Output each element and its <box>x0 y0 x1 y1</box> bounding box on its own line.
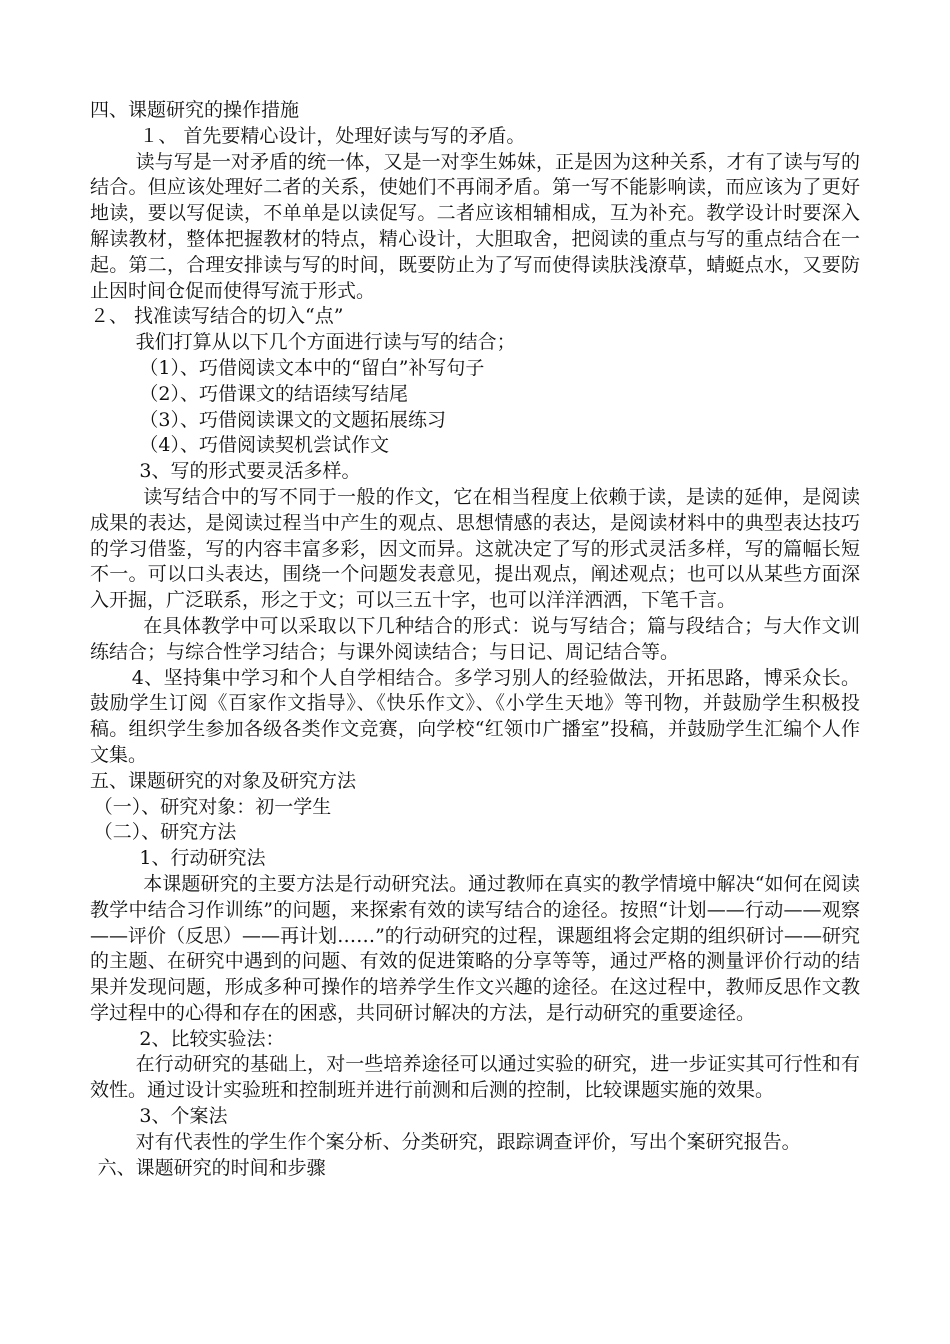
subheading-4-3: 3、写的形式要灵活多样。 <box>139 460 361 483</box>
paragraph-4-3-forms: 在具体教学中可以采取以下几种结合的形式：说与写结合；篇与段结合；与大作文训练结合；与综合性学习结合；与课外阅读结合；与日记、周记结合等。 <box>90 614 860 663</box>
method-heading-3: 3、个案法 <box>139 1105 228 1128</box>
paragraph-4-3-body: 读写结合中的写不同于一般的作文，它在相当程度上依赖于读，是读的延伸，是阅读成果的表达，是阅读过程当中产生的观点、思想情感的表达，是阅读材料中的典型表达技巧的学习借鉴，写的内容丰富多彩，因文而异。这就决定了写的形式灵活多样，写的篇幅长短不一。可以口头表达，围绕一个问题发表意见，提出观点，阐述观点；也可以从某些方面深入开掘，广泛联系，形之于文；可以三五十字，也可以洋洋洒洒，下笔千言。 <box>90 485 860 612</box>
paragraph-method-1: 本课题研究的主要方法是行动研究法。通过教师在真实的教学情境中解决“如何在阅读教学中结合习作训练”的问题，来探索有效的读写结合的途径。按照“计划——行动——观察——评价（反思）——再计划……”的行动研究的过程，课题组将会定期的组织研讨——研究的主题、在研究中遇到的问题、有效的促进策略的分享等等，通过严格的测量评价行动的结果并发现问题，形成多种可操作的培养学生作文兴趣的途径。在这过程中，教师反思作文教学过程中的心得和存在的困惑，共同研讨解决的方法，是行动研究的重要途径。 <box>90 872 860 1024</box>
section-heading-5: 五、课题研究的对象及研究方法 <box>90 769 357 792</box>
subheading-5-1: （一）、研究对象：初一学生 <box>93 795 332 818</box>
paragraph-4-2-intro: 我们打算从以下几个方面进行读与写的结合； <box>135 331 516 354</box>
section-heading-6: 六、课题研究的时间和步骤 <box>97 1156 326 1179</box>
list-item-3: （3）、巧借阅读课文的文题拓展练习 <box>139 408 446 431</box>
method-heading-1: 1、行动研究法 <box>139 847 266 870</box>
subheading-4-2: ２、 找准读写结合的切入“点” <box>90 305 344 328</box>
paragraph-method-2: 在行动研究的基础上，对一些培养途径可以通过实验的研究，进一步证实其可行性和有效性。通过设计实验班和控制班并进行前测和后测的控制，比较课题实施的效果。 <box>90 1053 860 1102</box>
paragraph-method-3: 对有代表性的学生作个案分析、分类研究，跟踪调查评价，写出个案研究报告。 <box>135 1130 801 1153</box>
list-item-1: （1）、巧借阅读文本中的“留白”补写句子 <box>139 356 485 379</box>
list-item-4: （4）、巧借阅读契机尝试作文 <box>139 434 389 457</box>
method-heading-2: 2、比较实验法： <box>139 1027 285 1050</box>
subheading-4-1: １、 首先要精心设计，处理好读与写的矛盾。 <box>139 124 526 147</box>
list-item-2: （2）、巧借课文的结语续写结尾 <box>139 382 408 405</box>
document-page <box>90 98 860 1181</box>
section-heading-4: 四、课题研究的操作措施 <box>90 99 300 121</box>
paragraph-4-1-body: 读与写是一对矛盾的统一体，又是一对孪生姊妹，正是因为这种关系，才有了读与写的结合。但应该处理好二者的关系，使她们不再闹矛盾。第一写不能影响读，而应该为了更好地读，要以写促读，不单单是以读促写。二者应该相辅相成，互为补充。教学设计时要深入解读教材，整体把握教材的特点，精心设计，大胆取舍，把阅读的重点与写的重点结合在一起。第二，合理安排读与写的时间，既要防止为了写而使得读肤浅潦草，蜻蜓点水，又要防止因时间仓促而使得写流于形式。 <box>90 150 860 302</box>
subheading-5-2: （二）、研究方法 <box>93 821 237 844</box>
paragraph-4-4: 4、坚持集中学习和个人自学相结合。多学习别人的经验做法，开拓思路，博采众长。鼓励学生订阅《百家作文指导》、《快乐作文》、《小学生天地》等刊物，并鼓励学生积极投稿。组织学生参加各级各类作文竞赛，向学校“红领巾广播室”投稿，并鼓励学生汇编个人作文集。 <box>90 666 860 766</box>
